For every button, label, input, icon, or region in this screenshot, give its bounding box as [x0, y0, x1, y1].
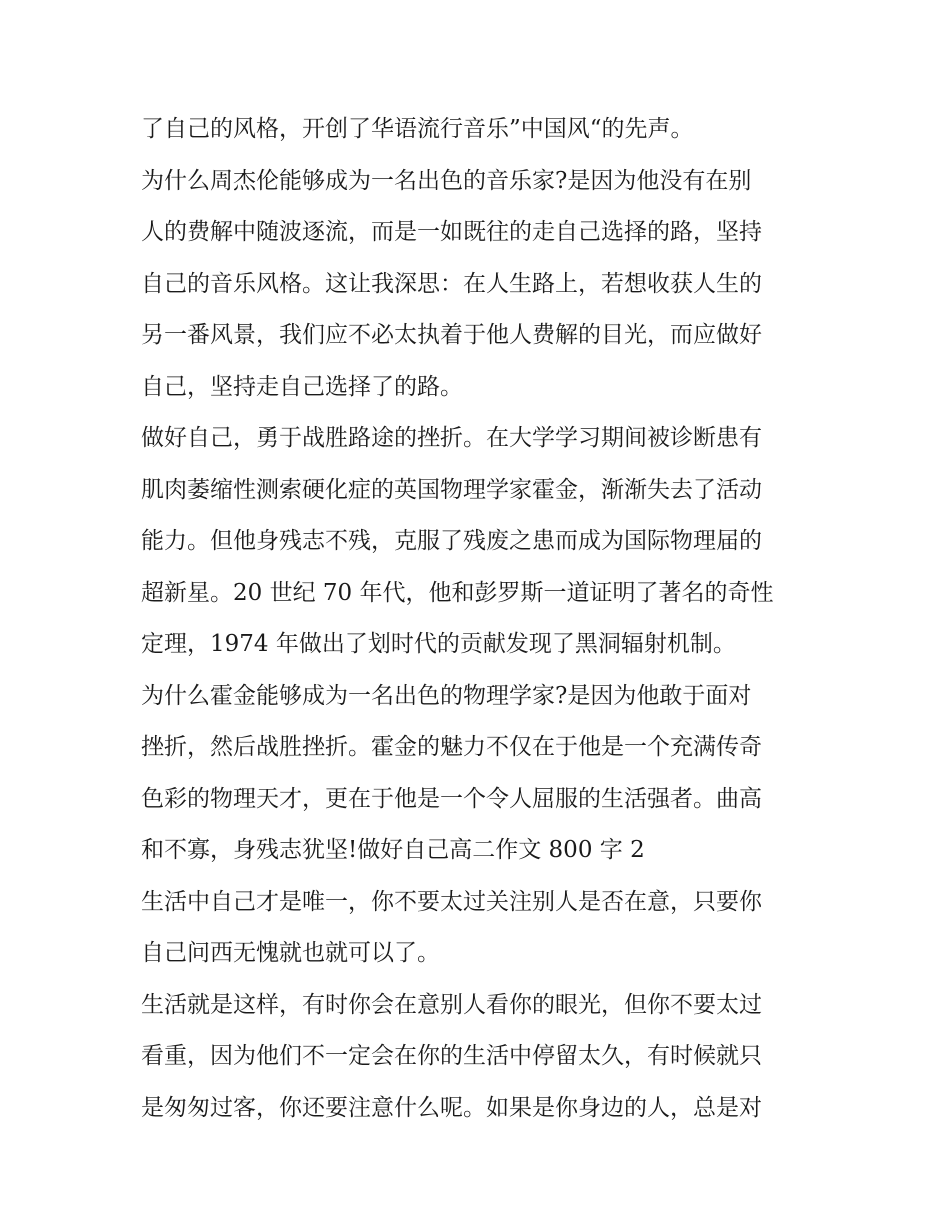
text-line: 是匆匆过客，你还要注意什么呢。如果是你身边的人，总是对: [141, 1094, 762, 1121]
text-line: 超新星。20 世纪 70 年代，他和彭罗斯一道证明了著名的奇性: [141, 579, 774, 606]
text-line: 了自己的风格，开创了华语流行音乐”中国风“的先声。: [141, 116, 694, 142]
text-line: 生活中自己才是唯一，你不要太过关注别人是否在意，只要你: [141, 888, 762, 915]
document-body: [141, 104, 813, 1134]
text-line: 人的费解中随波逐流，而是一如既往的走自己选择的路，坚持: [141, 219, 762, 245]
text-line: 看重，因为他们不一定会在你的生活中停留太久，有时候就只: [141, 1043, 762, 1069]
text-line: 能力。但他身残志不残，克服了残废之患而成为国际物理届的: [141, 528, 762, 554]
text-line: 定理，1974 年做出了划时代的贡献发现了黑洞辐射机制。: [141, 631, 736, 657]
text-line: 自己的音乐风格。这让我深思：在人生路上，若想收获人生的: [141, 270, 762, 297]
text-line: 挫折，然后战胜挫折。霍金的魅力不仅在于他是一个充满传奇: [141, 734, 762, 760]
text-line: 肌肉萎缩性测索硬化症的英国物理学家霍金，渐渐失去了活动: [141, 476, 762, 503]
text-line: 自己问西无愧就也就可以了。: [141, 940, 440, 966]
text-line: 做好自己，勇于战胜路途的挫折。在大学学习期间被诊断患有: [141, 425, 762, 451]
text-line: 生活就是这样，有时你会在意别人看你的眼光，但你不要太过: [141, 991, 762, 1018]
text-line: 自己，坚持走自己选择了的路。: [141, 373, 463, 400]
text-line: 为什么霍金能够成为一名出色的物理学家?是因为他敢于面对: [141, 682, 752, 709]
text-line: 另一番风景，我们应不必太执着于他人费解的目光，而应做好: [141, 322, 762, 348]
text-line: 为什么周杰伦能够成为一名出色的音乐家?是因为他没有在别: [141, 167, 752, 194]
text-line: 和不寡，身残志犹坚!做好自己高二作文 800 字 2: [141, 837, 645, 863]
text-line: 色彩的物理天才，更在于他是一个令人屈服的生活强者。曲高: [141, 785, 762, 812]
